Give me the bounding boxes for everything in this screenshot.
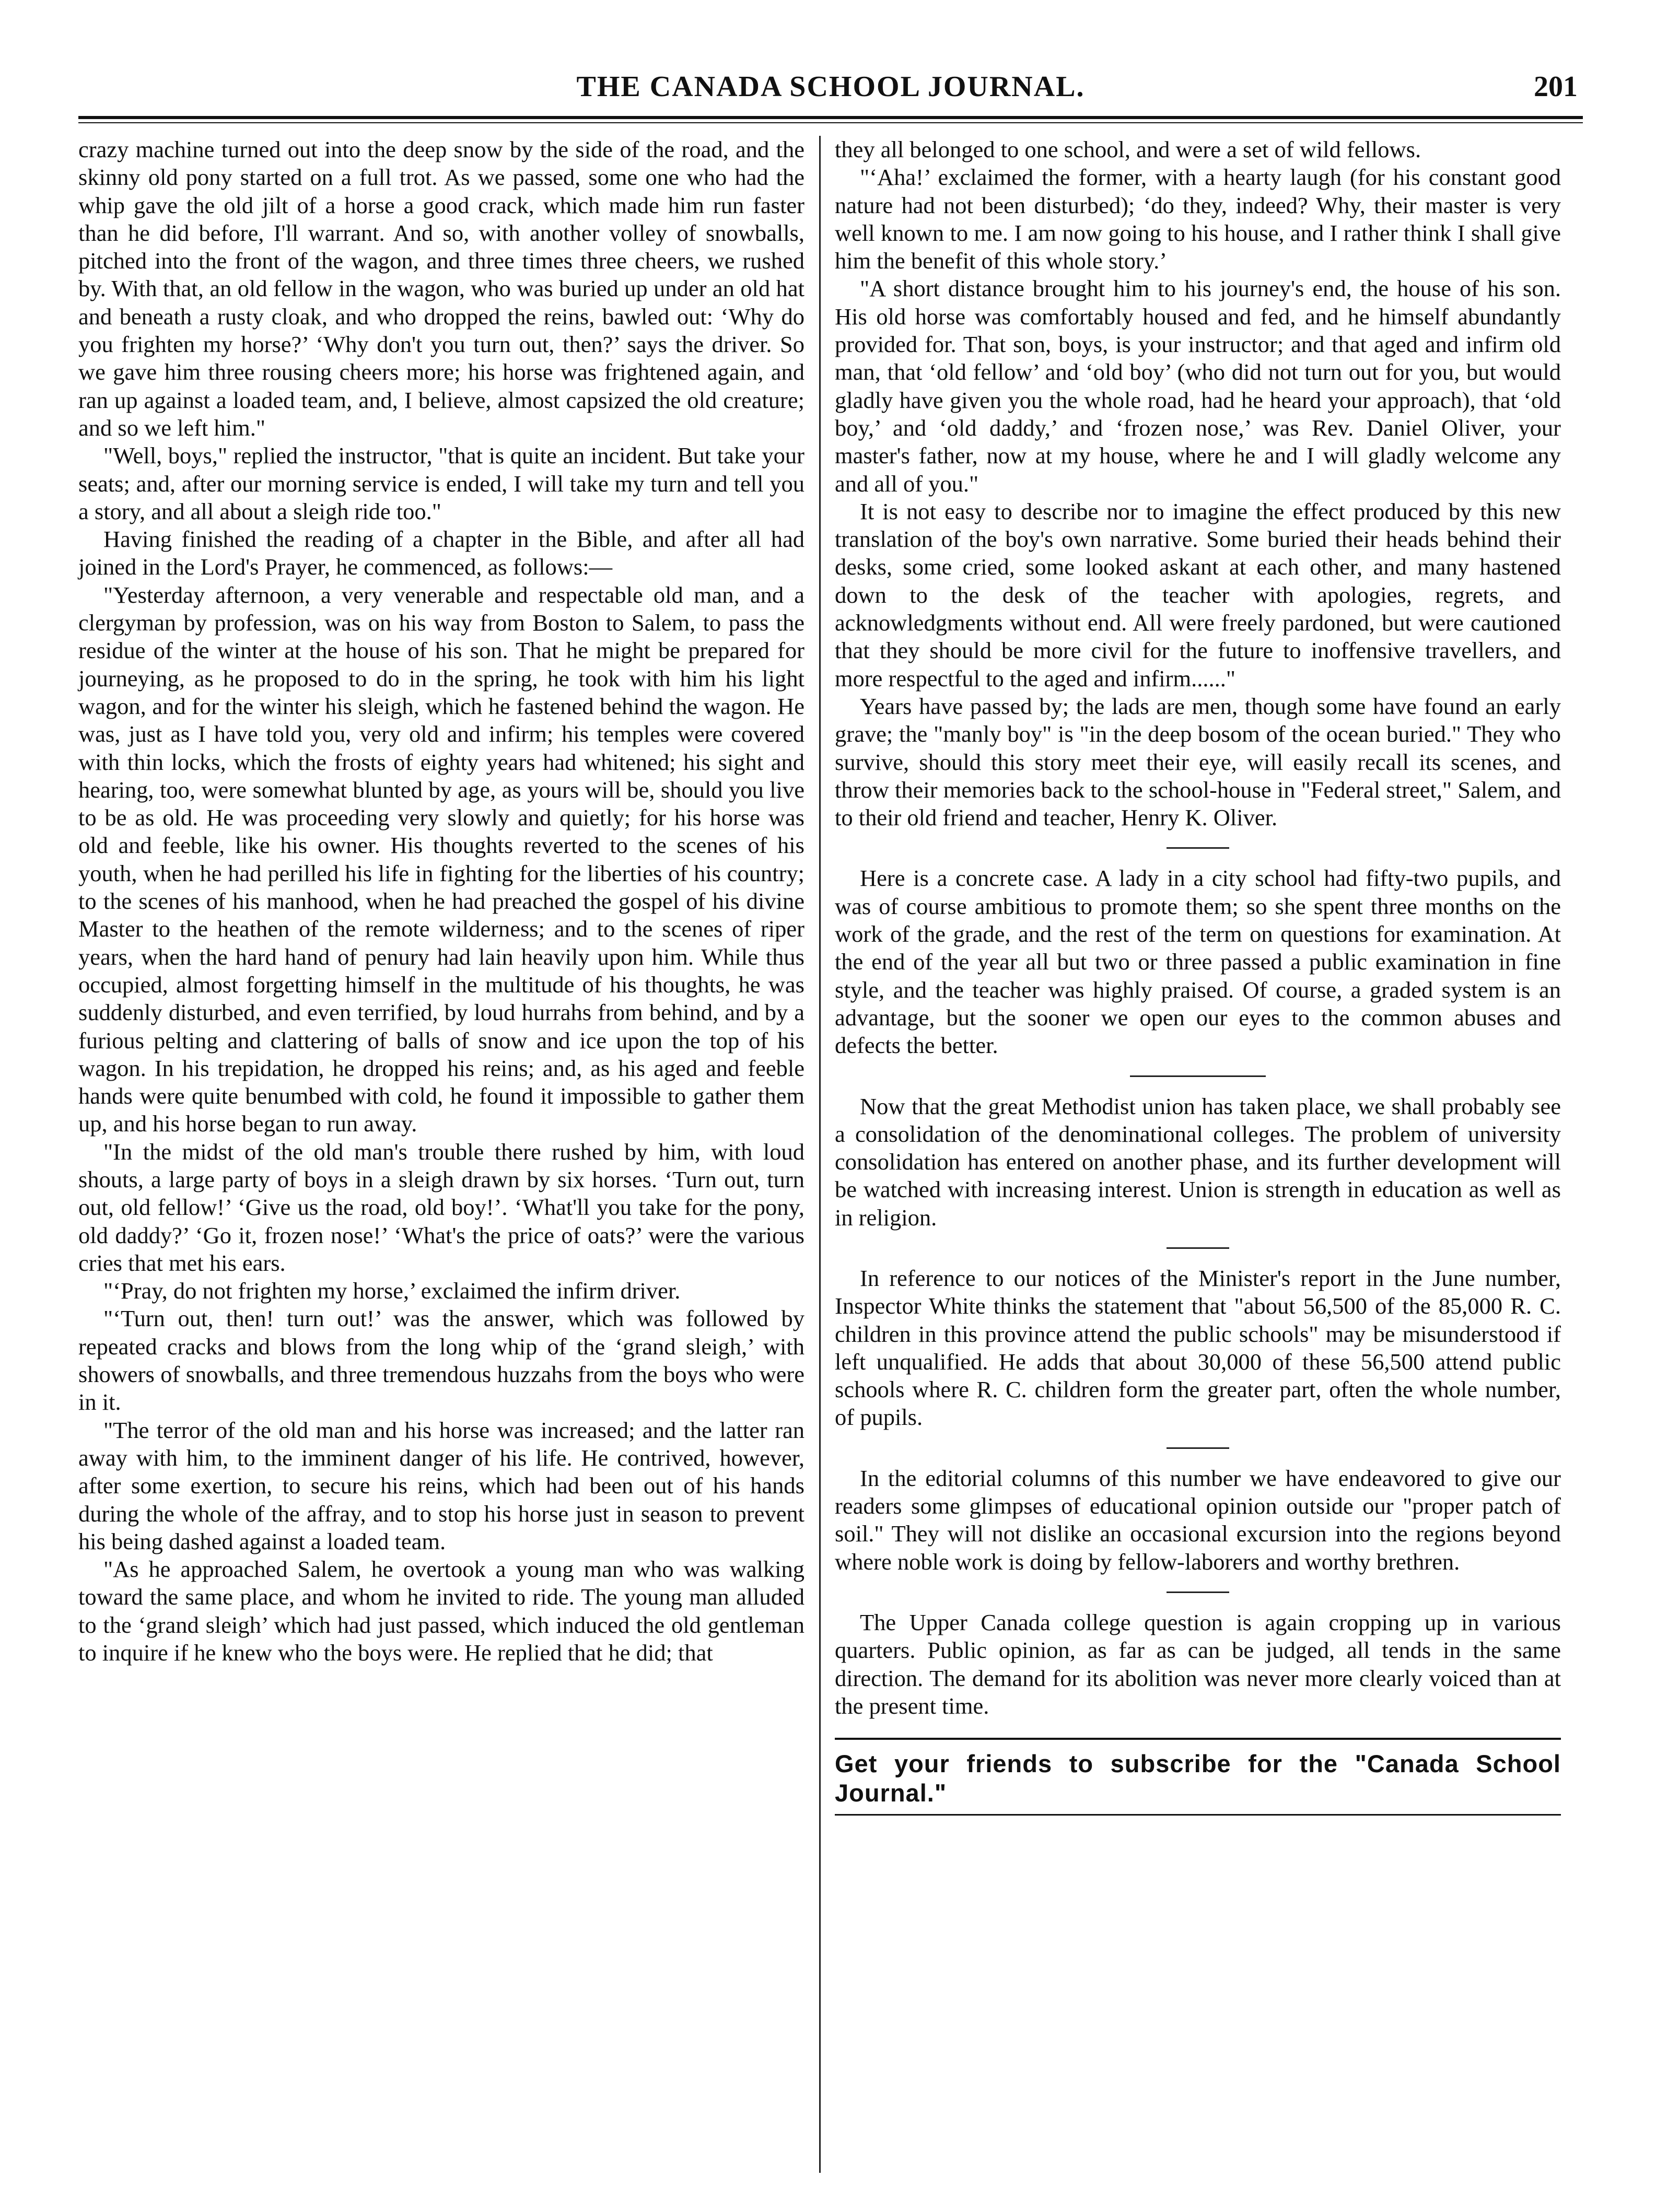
section-separator — [1167, 1591, 1229, 1593]
journal-page — [78, 57, 1583, 2168]
story-paragraph: "Yesterday afternoon, a very venerable and respectable old man, and a clergyman by profession, was on his way from Boston to Salem, to pass the residue of the winter at the house of his son. That he might be prepared for journeying, as he proposed to do in the spring, he took with him his light wagon, and for the winter his sleigh, which he fastened behind the wagon. He was, just as I have told you, very old and infirm; his temples were covered with thin locks, which the frosts of eighty years had whitened; his sight and hearing, too, were somewhat blunted by age, as yours will be, should you live to be as old. He was proceeding very slowly and quietly; for his horse was old and feeble, like his owner. His thoughts reverted to the scenes of his youth, when he had perilled his life in fighting for the liberties of his country; to the scenes of his manhood, when he had preached the gospel of his divine Master to the heathen of the remote wilderness; and to the scenes of riper years, when the hard hand of penury had lain heavily upon him. While thus occupied, almost forgetting himself in the multitude of his thoughts, he was suddenly disturbed, and even terrified, by loud hurrahs from behind, and by a furious pelting and clattering of balls of snow and ice upon the top of his wagon. In his trepidation, he dropped his reins; and, as his aged and feeble hands were quite benumbed with cold, he found it impossible to gather them up, and his horse began to run away. — [78, 581, 804, 1137]
cta-top-rule — [835, 1738, 1561, 1740]
right-column — [835, 136, 1561, 1816]
page-number: 201 — [1534, 71, 1578, 103]
story-paragraph: "In the midst of the old man's trouble there rushed by him, with loud shouts, a large party of boys in a sleigh drawn by six horses. ‘Turn out, turn out, old fellow!’ ‘Give us the road, old boy!’. ‘What'll you take for the pony, old daddy?’ ‘Go it, frozen nose!’ ‘What's the price of oats?’ were the various cries that met his ears. — [78, 1138, 804, 1276]
story-paragraph: "As he approached Salem, he overtook a young man who was walking toward the same place, and whom he invited to ride. The young man alluded to the ‘grand sleigh’ which had just passed, which induced the old gentleman to inquire if he knew who the boys were. He replied that he did; that — [78, 1556, 804, 1666]
running-title: THE CANADA SCHOOL JOURNAL. — [576, 71, 1085, 103]
column-divider — [819, 136, 821, 2173]
header-rule-thin — [78, 122, 1583, 123]
section-separator — [1130, 1075, 1266, 1077]
editorial-note: Now that the great Methodist union has taken place, we shall probably see a consolidation of the denominational colleges. The problem of university consolidation has entered on another phase, and its further development will be watched with increasing interest. Union is strength in education as well as in religion. — [835, 1093, 1561, 1231]
editorial-note: The Upper Canada college question is again cropping up in various quarters. Public opinion, as far as can be judged, all tends in the same direction. The demand for its abolition was never more clearly voiced than at the present time. — [835, 1609, 1561, 1719]
subscribe-call-to-action: Get your friends to subscribe for the "Canada School Journal." — [835, 1750, 1561, 1807]
story-paragraph: Having finished the reading of a chapter in the Bible, and after all had joined in the Lord's Prayer, he commenced, as follows:— — [78, 526, 804, 580]
section-separator — [1167, 1447, 1229, 1449]
story-paragraph: "‘Turn out, then! turn out!’ was the answer, which was followed by repeated cracks and blows from the long whip of the ‘grand sleigh,’ with showers of snowballs, and three tremendous huzzahs from the boys who were in it. — [78, 1305, 804, 1415]
story-paragraph: It is not easy to describe nor to imagine the effect produced by this new translation of the boy's own narrative. Some buried their heads behind their desks, some cried, some looked askant at each other, and many hastened down to the desk of the teacher with apologies, regrets, and acknowledgments without end. All were freely pardoned, but were cautioned that they should be more civil for the future to inoffensive travellers, and more respectful to the aged and infirm......" — [835, 498, 1561, 692]
left-column — [78, 136, 804, 1667]
story-paragraph: Years have passed by; the lads are men, though some have found an early grave; the "manly boy" is "in the deep bosom of the ocean buried." They who survive, should this story meet their eye, will easily recall its scenes, and throw their memories back to the school-house in "Federal street," Salem, and to their old friend and teacher, Henry K. Oliver. — [835, 693, 1561, 831]
editorial-note: In the editorial columns of this number we have endeavored to give our readers some glimpses of educational opinion outside our "proper patch of soil." They will not dislike an occasional excursion into the regions beyond where noble work is doing by fellow-laborers and worthy brethren. — [835, 1465, 1561, 1575]
header-rule-thick — [78, 116, 1583, 119]
story-paragraph: "‘Aha!’ exclaimed the former, with a hearty laugh (for his constant good nature had not been disturbed); ‘do they, indeed? Why, their master is very well known to me. I am now going to his house, and I rather think I shall give him the benefit of this whole story.’ — [835, 164, 1561, 274]
text-columns — [78, 136, 1583, 2168]
story-paragraph: "Well, boys," replied the instructor, "that is quite an incident. But take your seats; and, after our morning service is ended, I will take my turn and tell you a story, and all about a sleigh ride too." — [78, 442, 804, 524]
editorial-note: In reference to our notices of the Minister's report in the June number, Inspector White thinks the statement that "about 56,500 of the 85,000 R. C. children in this province attend the public schools" may be misunderstood if left unqualified. He adds that about 30,000 of these 56,500 attend public schools where R. C. children form the greater part, often the whole number, of pupils. — [835, 1265, 1561, 1431]
story-paragraph: they all belonged to one school, and were a set of wild fellows. — [835, 136, 1421, 162]
story-paragraph: "A short distance brought him to his journey's end, the house of his son. His old horse was comfortably housed and fed, and he himself abundantly provided for. That son, boys, is your instructor; and that aged and infirm old man, that ‘old fellow’ and ‘old boy’ (who did not turn out for you, but would gladly have given you the whole road, had he heard your approach), that ‘old boy,’ and ‘old daddy,’ and ‘frozen nose,’ was Rev. Daniel Oliver, your master's father, now at my house, where he and I will gladly welcome any and all of you." — [835, 275, 1561, 497]
cta-bottom-rule — [835, 1814, 1561, 1816]
section-separator — [1167, 847, 1229, 849]
story-paragraph: crazy machine turned out into the deep snow by the side of the road, and the skinny old pony started on a full trot. As we passed, some one who had the whip gave the old jilt of a horse a good crack, which made him run faster than he did before, I'll warrant. And so, with another volley of snowballs, pitched into the front of the wagon, and three times three cheers, we rushed by. With that, an old fellow in the wagon, who was buried up under an old hat and beneath a rusty cloak, and who dropped the reins, bawled out: ‘Why do you frighten my horse?’ ‘Why don't you turn out, then?’ says the driver. So we gave him three rousing cheers more; his horse was frightened again, and ran up against a loaded team, and, I believe, almost capsized the old creature; and so we left him." — [78, 136, 804, 441]
page-header — [78, 57, 1583, 115]
section-separator — [1167, 1247, 1229, 1249]
story-paragraph: "‘Pray, do not frighten my horse,’ exclaimed the infirm driver. — [103, 1278, 681, 1304]
story-paragraph: "The terror of the old man and his horse was increased; and the latter ran away with him, to the imminent danger of his life. He contrived, however, after some exertion, to secure his reins, which had been out of his hands during the whole of the affray, and to stop his horse just in season to prevent his being dashed against a loaded team. — [78, 1417, 804, 1554]
editorial-note: Here is a concrete case. A lady in a city school had fifty-two pupils, and was of course ambitious to promote them; so she spent three months on the work of the grade, and the rest of the term on questions for examination. At the end of the year all but two or three passed a public examination in fine style, and the teacher was highly praised. Of course, a graded system is an advantage, but the sooner we open our eyes to the common abuses and defects the better. — [835, 865, 1561, 1059]
